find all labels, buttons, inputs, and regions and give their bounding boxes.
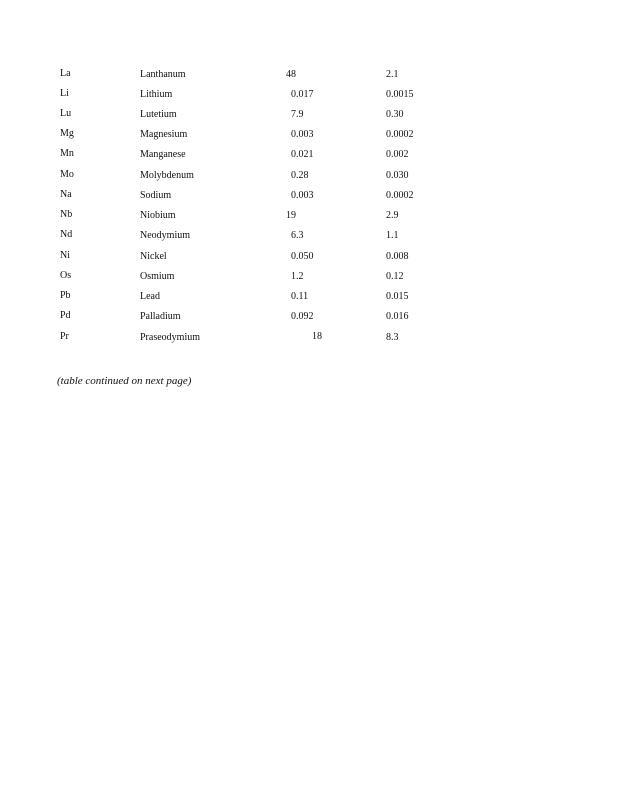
value-column-2: 0.002 [386,149,409,160]
table-row [0,148,617,168]
value-column-2: 8.3 [386,332,399,343]
value-column-1: 0.092 [291,311,314,322]
element-name: Manganese [140,149,186,160]
element-symbol: La [60,68,71,79]
element-name: Lanthanum [140,69,186,80]
element-symbol: Ni [60,250,70,261]
element-name: Lithium [140,89,173,100]
element-symbol: Nb [60,209,73,220]
table-row [0,290,617,310]
value-column-2: 0.0015 [386,89,414,100]
element-symbol: Mg [60,128,74,139]
value-column-1: 0.017 [291,89,314,100]
value-column-2: 0.008 [386,251,409,262]
element-symbol: Os [60,270,72,281]
value-column-2: 0.12 [386,271,404,282]
element-name: Palladium [140,311,181,322]
value-column-1: 0.021 [291,149,314,160]
value-column-1: 0.003 [291,190,314,201]
table-row [0,169,617,189]
value-column-2: 1.1 [386,230,399,241]
value-column-1: 0.11 [291,291,309,302]
element-symbol: Lu [60,108,72,119]
table-row [0,229,617,249]
value-column-1: 18 [312,331,322,342]
element-name: Nickel [140,251,167,262]
element-symbol: Pb [60,290,71,301]
element-symbol: Na [60,189,72,200]
element-symbol: Mo [60,169,74,180]
value-column-1: 48 [286,69,296,80]
value-column-1: 19 [286,210,296,221]
table-row [0,209,617,229]
element-name: Sodium [140,190,172,201]
value-column-2: 0.030 [386,170,409,181]
element-name: Molybdenum [140,170,194,181]
table-row [0,250,617,270]
element-name: Lead [140,291,160,302]
value-column-2: 2.1 [386,69,399,80]
table-continuation-note: (table continued on next page) [57,375,192,387]
element-symbol: Mn [60,148,74,159]
value-column-2: 2.9 [386,210,399,221]
element-symbol: Nd [60,229,73,240]
element-name: Praseodymium [140,332,200,343]
value-column-2: 0.0002 [386,129,414,140]
value-column-1: 1.2 [291,271,304,282]
table-row [0,68,617,88]
element-name: Neodymium [140,230,190,241]
element-symbol: Pd [60,310,71,321]
element-name: Lutetium [140,109,177,120]
value-column-1: 0.050 [291,251,314,262]
element-symbol: Pr [60,331,69,342]
value-column-1: 6.3 [291,230,304,241]
table-row [0,108,617,128]
value-column-2: 0.016 [386,311,409,322]
value-column-2: 0.0002 [386,190,414,201]
element-name: Magnesium [140,129,188,140]
value-column-1: 0.003 [291,129,314,140]
table-row [0,331,617,351]
value-column-1: 7.9 [291,109,304,120]
element-name: Osmium [140,271,175,282]
table-row [0,88,617,108]
table-row [0,128,617,148]
table-row [0,270,617,290]
element-name: Niobium [140,210,176,221]
value-column-2: 0.30 [386,109,404,120]
table-row [0,189,617,209]
element-symbol: Li [60,88,69,99]
value-column-2: 0.015 [386,291,409,302]
table-row [0,310,617,330]
value-column-1: 0.28 [291,170,309,181]
